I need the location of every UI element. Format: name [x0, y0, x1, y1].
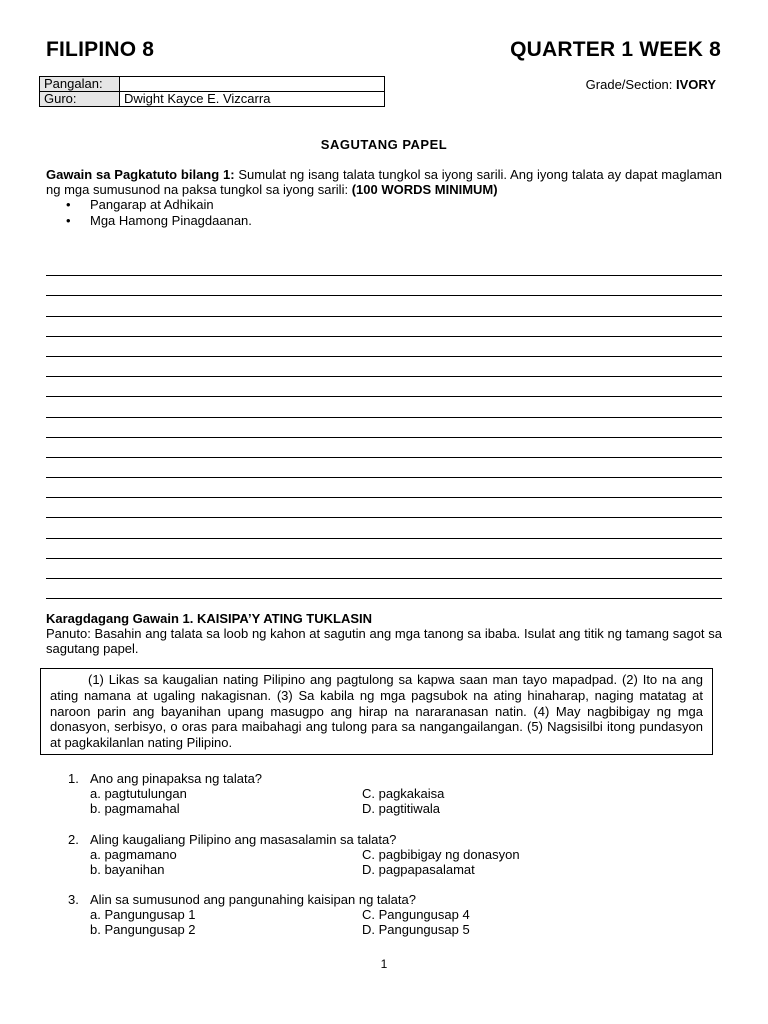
- task1-requirement: (100 WORDS MINIMUM): [351, 182, 498, 197]
- extra-instructions: Panuto: Basahin ang talata sa loob ng kahon at sagutin ang mga tanong sa ibaba. Isulat ang titik ng tamang sagot sa sagutang papel.: [46, 626, 722, 656]
- question-2: [68, 832, 688, 877]
- task1-label: Gawain sa Pagkatuto bilang 1:: [46, 167, 235, 182]
- answer-line[interactable]: [46, 256, 722, 276]
- answer-line[interactable]: [46, 377, 722, 397]
- choice-a[interactable]: a. Pangungusap 1: [90, 907, 196, 922]
- answer-line[interactable]: [46, 458, 722, 478]
- extra-heading: Karagdagang Gawain 1. KAISIPA’Y ATING TUKLASIN: [46, 611, 373, 626]
- choice-b[interactable]: b. pagmamahal: [90, 801, 180, 816]
- question-number: 1.: [68, 771, 79, 786]
- answer-line[interactable]: [46, 498, 722, 518]
- question-number: 2.: [68, 832, 79, 847]
- choice-d[interactable]: D. pagpapasalamat: [362, 862, 475, 877]
- answer-line[interactable]: [46, 579, 722, 599]
- question-1: [68, 771, 688, 816]
- answer-line[interactable]: [46, 397, 722, 417]
- choice-c[interactable]: C. pagbibigay ng donasyon: [362, 847, 520, 862]
- page-title: SAGUTANG PAPEL: [320, 137, 448, 152]
- answer-line[interactable]: [46, 418, 722, 438]
- topic-item: • Mga Hamong Pinagdaanan.: [66, 213, 252, 229]
- page-number: 1: [380, 957, 388, 971]
- question-number: 3.: [68, 892, 79, 907]
- extra-activity: [46, 611, 722, 656]
- choice-b[interactable]: b. bayanihan: [90, 862, 165, 877]
- quarter-week-title: QUARTER 1 WEEK 8: [510, 38, 721, 61]
- task1-instructions: [46, 167, 722, 197]
- name-field[interactable]: [120, 77, 385, 92]
- answer-line[interactable]: [46, 559, 722, 579]
- question-stem: Aling kaugaliang Pilipino ang masasalamin sa talata?: [90, 832, 397, 847]
- answer-line[interactable]: [46, 478, 722, 498]
- answer-line[interactable]: [46, 337, 722, 357]
- answer-line[interactable]: [46, 317, 722, 337]
- grade-label: Grade/Section:: [585, 77, 673, 92]
- subject-title: FILIPINO 8: [46, 38, 155, 61]
- choice-c[interactable]: C. pagkakaisa: [362, 786, 445, 801]
- answer-line[interactable]: [46, 296, 722, 316]
- question-stem: Alin sa sumusunod ang pangunahing kaisipan ng talata?: [90, 892, 416, 907]
- student-info-table: [39, 76, 385, 107]
- task1-text: Sumulat ng isang talata tungkol sa iyong sarili. Ang iyong talata ay dapat maglaman ng mga sumusunod na paksa tungkol sa iyong sarili:: [46, 167, 722, 197]
- choice-d[interactable]: D. Pangungusap 5: [362, 922, 470, 937]
- answer-line[interactable]: [46, 357, 722, 377]
- grade-section: [586, 77, 716, 92]
- grade-value: IVORY: [676, 77, 716, 92]
- answer-lines[interactable]: [46, 257, 722, 599]
- teacher-label: Guro:: [40, 92, 120, 107]
- answer-line[interactable]: [46, 438, 722, 458]
- passage-text: (1) Likas sa kaugalian nating Pilipino ang pagtulong sa kapwa saan man tayo mapadpad. (2) Ito na ang ating namana at ugaling nakagisnan. (3) Sa kabila ng mga pagsubok na ating hinaharap, naging matatag at naroon parin ang bayanihan upang masugpo ang hirap na nararanasan natin. (4) May nagbibigay ng mga donasyon, serbisyo, o oras para maibahagi ang tulong para sa nangangailangan. (5) Nagsisilbi itong pundasyon at pagkakilanlan nating Pilipino.: [50, 672, 703, 751]
- choice-b[interactable]: b. Pangungusap 2: [90, 922, 196, 937]
- choice-a[interactable]: a. pagtutulungan: [90, 786, 187, 801]
- passage-box: [40, 668, 713, 755]
- choice-d[interactable]: D. pagtitiwala: [362, 801, 441, 816]
- topic-item: • Pangarap at Adhikain: [66, 197, 252, 213]
- choice-c[interactable]: C. Pangungusap 4: [362, 907, 470, 922]
- task1-topics: [66, 197, 252, 229]
- teacher-field: Dwight Kayce E. Vizcarra: [120, 92, 385, 107]
- question-3: [68, 892, 688, 937]
- answer-line[interactable]: [46, 539, 722, 559]
- name-label: Pangalan:: [40, 77, 120, 92]
- question-stem: Ano ang pinapaksa ng talata?: [90, 771, 263, 786]
- choice-a[interactable]: a. pagmamano: [90, 847, 177, 862]
- answer-line[interactable]: [46, 518, 722, 538]
- answer-line[interactable]: [46, 276, 722, 296]
